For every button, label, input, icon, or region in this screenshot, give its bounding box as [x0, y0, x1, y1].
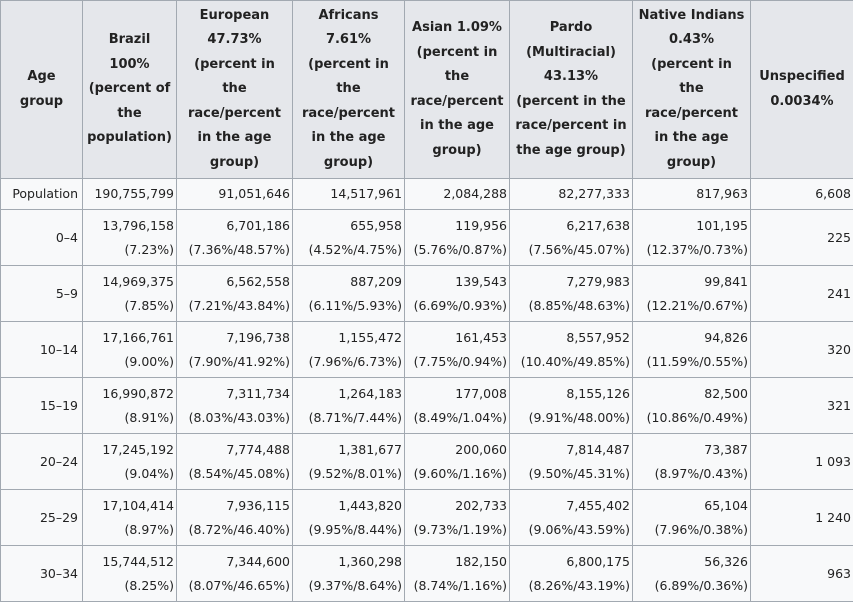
cell-asian — [405, 210, 510, 266]
cell-native-value: (7.96%/0.38%) — [654, 521, 748, 537]
cell-european-value: (8.54%/45.08%) — [188, 465, 290, 481]
header-line: population) — [87, 130, 172, 146]
cell-asian-value: 161,453 — [455, 329, 507, 345]
cell-european-value: (8.03%/43.03%) — [188, 409, 290, 425]
header-line: in the age — [654, 130, 729, 146]
header-line: Asian 1.09% — [412, 20, 502, 35]
cell-asian-value: (8.74%/1.16%) — [413, 577, 507, 593]
cell-africans-value: (9.52%/8.01%) — [308, 465, 402, 481]
cell-native — [633, 546, 751, 602]
cell-asian — [405, 266, 510, 322]
cell-native — [633, 210, 751, 266]
cell-brazil-value: 13,796,158 — [102, 217, 174, 233]
cell-unspecified — [751, 210, 853, 266]
cell-pardo-value: (8.26%/43.19%) — [528, 577, 630, 593]
header-line: race/percent — [302, 105, 395, 121]
header-line: 43.13% — [543, 69, 599, 84]
header-line: (percent in the — [194, 56, 275, 97]
cell-european-value: 6,562,558 — [226, 273, 290, 289]
cell-pardo-value: (9.91%/48.00%) — [528, 409, 630, 425]
cell-age-group-value: 30–34 — [39, 565, 78, 581]
cell-asian — [405, 490, 510, 546]
header-line: the — [444, 69, 470, 84]
cell-pardo-value: 7,455,402 — [566, 497, 630, 513]
cell-asian-value: (9.60%/1.16%) — [413, 465, 507, 481]
cell-africans-value: 1,381,677 — [338, 441, 402, 457]
cell-africans-value: 655,958 — [350, 217, 402, 233]
header-line: group) — [666, 154, 717, 170]
header-line: (percent of — [88, 81, 171, 97]
cell-european-value: (7.21%/43.84%) — [188, 297, 290, 313]
header-brazil — [83, 1, 177, 179]
cell-pardo — [510, 490, 633, 546]
header-line: group) — [432, 142, 482, 158]
cell-native-value: 94,826 — [704, 329, 748, 345]
cell-age-group-value: 20–24 — [39, 453, 78, 469]
cell-asian-value: 202,733 — [455, 497, 507, 513]
header-line: (percent in — [308, 56, 389, 72]
header-line: in the age — [197, 130, 272, 146]
cell-brazil — [83, 210, 177, 266]
header-line: Age — [27, 69, 56, 84]
cell-brazil-value: (7.85%) — [124, 297, 174, 313]
header-line: Africans — [318, 7, 379, 23]
cell-native — [633, 179, 751, 210]
cell-native-value: 73,387 — [704, 441, 748, 457]
cell-native-value: (8.97%/0.43%) — [654, 465, 748, 481]
header-native-indians — [633, 1, 751, 179]
cell-european — [177, 378, 293, 434]
cell-africans-value: 1,264,183 — [338, 385, 402, 401]
header-line: race/percent in — [515, 118, 627, 133]
cell-unspecified-value: 6,608 — [815, 186, 851, 201]
cell-asian-value: (9.73%/1.19%) — [413, 521, 507, 537]
cell-brazil-value: (9.04%) — [124, 465, 174, 481]
cell-age-group — [1, 210, 83, 266]
header-line: 47.73% — [207, 32, 262, 48]
cell-brazil — [83, 378, 177, 434]
cell-pardo-value: (10.40%/49.85%) — [520, 353, 630, 369]
header-european — [177, 1, 293, 179]
cell-unspecified-value: 321 — [827, 397, 851, 413]
row-label — [1, 179, 83, 210]
cell-brazil-value: 17,245,192 — [102, 441, 174, 457]
cell-africans — [293, 490, 405, 546]
table-row — [1, 266, 853, 322]
cell-brazil-value: (8.91%) — [124, 409, 174, 425]
table-row — [1, 434, 853, 490]
table-body — [1, 179, 853, 602]
cell-native-value: 817,963 — [696, 186, 748, 201]
header-line: 0.43% — [668, 32, 715, 48]
cell-european-value: 7,936,115 — [226, 497, 290, 513]
header-africans — [293, 1, 405, 179]
cell-european — [177, 322, 293, 378]
cell-asian-value: 177,008 — [455, 385, 507, 401]
row-label-value: Population — [12, 186, 78, 201]
header-line: (percent in the — [651, 56, 732, 97]
cell-native-value: 101,195 — [696, 217, 748, 233]
header-line: race/percent — [410, 93, 504, 109]
cell-unspecified-value: 241 — [827, 285, 851, 301]
cell-africans — [293, 434, 405, 490]
cell-european-value: (8.72%/46.40%) — [188, 521, 290, 537]
cell-africans — [293, 322, 405, 378]
cell-pardo-value: 82,277,333 — [558, 186, 630, 201]
header-line: the age group) — [516, 142, 626, 158]
table-row — [1, 490, 853, 546]
header-line: the — [117, 105, 142, 121]
table-row — [1, 210, 853, 266]
cell-brazil-value: 17,104,414 — [102, 497, 174, 513]
cell-pardo-value: (7.56%/45.07%) — [528, 241, 630, 257]
cell-asian-value: 119,956 — [455, 217, 507, 233]
header-line: (Multiracial) — [526, 44, 616, 60]
cell-africans — [293, 266, 405, 322]
cell-asian-value: (6.69%/0.93%) — [413, 297, 507, 313]
header-line: Native Indians — [638, 7, 745, 23]
cell-africans-value: (4.52%/4.75%) — [308, 241, 402, 257]
cell-native — [633, 434, 751, 490]
cell-africans-value: (8.71%/7.44%) — [308, 409, 402, 425]
header-line: group) — [209, 154, 260, 170]
header-asian — [405, 1, 510, 179]
cell-brazil-value: (7.23%) — [124, 241, 174, 257]
cell-africans — [293, 546, 405, 602]
cell-european-value: (7.36%/48.57%) — [188, 241, 290, 257]
cell-native-value: (10.86%/0.49%) — [646, 409, 748, 425]
cell-africans — [293, 210, 405, 266]
cell-asian — [405, 179, 510, 210]
cell-asian-value: 139,543 — [455, 273, 507, 289]
cell-africans-value: 1,443,820 — [338, 497, 402, 513]
cell-asian — [405, 322, 510, 378]
cell-pardo-value: 6,800,175 — [566, 553, 630, 569]
header-line: in the age — [420, 118, 494, 133]
cell-european-value: 7,196,738 — [226, 329, 290, 345]
cell-age-group — [1, 378, 83, 434]
cell-pardo — [510, 266, 633, 322]
cell-africans — [293, 378, 405, 434]
cell-native-value: 56,326 — [704, 553, 748, 569]
cell-european-value: 6,701,186 — [226, 217, 290, 233]
cell-native-value: (6.89%/0.36%) — [654, 577, 748, 593]
cell-native — [633, 378, 751, 434]
cell-european — [177, 546, 293, 602]
cell-native-value: (12.37%/0.73%) — [646, 241, 748, 257]
cell-asian-value: 2,084,288 — [443, 186, 507, 201]
cell-age-group — [1, 266, 83, 322]
header-line: race/percent — [645, 105, 738, 121]
cell-unspecified-value: 320 — [827, 341, 851, 357]
cell-africans-value: 1,155,472 — [338, 329, 402, 345]
cell-asian-value: 182,150 — [455, 553, 507, 569]
cell-native — [633, 266, 751, 322]
cell-pardo-value: 7,279,983 — [566, 273, 630, 289]
table-row — [1, 378, 853, 434]
cell-asian — [405, 378, 510, 434]
cell-unspecified — [751, 546, 853, 602]
cell-africans-value: (9.37%/8.64%) — [308, 577, 402, 593]
cell-unspecified-value: 1 093 — [815, 453, 851, 469]
cell-pardo — [510, 378, 633, 434]
cell-brazil-value: (9.00%) — [124, 353, 174, 369]
cell-pardo-value: (9.06%/43.59%) — [528, 521, 630, 537]
header-pardo — [510, 1, 633, 179]
header-line: Pardo — [549, 20, 593, 35]
header-line: race/percent — [188, 105, 281, 121]
cell-unspecified-value: 963 — [827, 565, 851, 581]
cell-european-value: 7,311,734 — [226, 385, 290, 401]
cell-africans-value: 14,517,961 — [330, 186, 402, 201]
cell-africans-value: (6.11%/5.93%) — [308, 297, 402, 313]
cell-africans-value: (7.96%/6.73%) — [308, 353, 402, 369]
cell-brazil — [83, 322, 177, 378]
cell-pardo-value: 8,155,126 — [566, 385, 630, 401]
cell-brazil-value: 14,969,375 — [102, 273, 174, 289]
cell-unspecified — [751, 266, 853, 322]
cell-unspecified — [751, 490, 853, 546]
cell-european — [177, 434, 293, 490]
cell-brazil — [83, 546, 177, 602]
cell-asian-value: 200,060 — [455, 441, 507, 457]
header-line: (percent in the — [516, 93, 626, 109]
header-line: 100% — [109, 56, 150, 72]
cell-pardo-value: 6,217,638 — [566, 217, 630, 233]
cell-age-group-value: 5–9 — [55, 285, 78, 301]
cell-european — [177, 266, 293, 322]
cell-asian-value: (7.75%/0.94%) — [413, 353, 507, 369]
header-row — [1, 1, 853, 179]
cell-brazil — [83, 179, 177, 210]
header-unspecified — [751, 1, 853, 179]
cell-unspecified-value: 1 240 — [815, 509, 851, 525]
cell-africans — [293, 179, 405, 210]
cell-brazil-value: (8.97%) — [124, 521, 174, 537]
header-line: 0.0034% — [770, 93, 834, 109]
cell-age-group — [1, 490, 83, 546]
cell-european-value: 7,774,488 — [226, 441, 290, 457]
cell-unspecified-value: 225 — [827, 229, 851, 245]
cell-pardo — [510, 434, 633, 490]
cell-unspecified — [751, 434, 853, 490]
cell-native-value: 82,500 — [704, 385, 748, 401]
cell-brazil-value: 17,166,761 — [102, 329, 174, 345]
header-line: (percent in — [416, 44, 498, 60]
cell-pardo-value: (9.50%/45.31%) — [528, 465, 630, 481]
cell-brazil-value: (8.25%) — [124, 577, 174, 593]
table-row — [1, 322, 853, 378]
cell-native — [633, 322, 751, 378]
cell-pardo — [510, 546, 633, 602]
cell-european-value: 91,051,646 — [218, 186, 290, 201]
cell-pardo-value: (8.85%/48.63%) — [528, 297, 630, 313]
cell-age-group-value: 15–19 — [39, 397, 78, 413]
cell-age-group — [1, 546, 83, 602]
cell-european — [177, 210, 293, 266]
cell-native-value: 99,841 — [704, 273, 748, 289]
header-line: Unspecified — [759, 69, 845, 84]
cell-european-value: (8.07%/46.65%) — [188, 577, 290, 593]
cell-brazil — [83, 490, 177, 546]
header-age-group — [1, 1, 83, 179]
cell-pardo-value: 8,557,952 — [566, 329, 630, 345]
cell-european — [177, 179, 293, 210]
cell-age-group-value: 25–29 — [39, 509, 78, 525]
cell-pardo — [510, 179, 633, 210]
cell-asian-value: (5.76%/0.87%) — [413, 241, 507, 257]
cell-native-value: (11.59%/0.55%) — [646, 353, 748, 369]
cell-brazil-value: 190,755,799 — [94, 186, 174, 201]
cell-european-value: (7.90%/41.92%) — [188, 353, 290, 369]
header-line: European — [199, 7, 270, 23]
table-row — [1, 546, 853, 602]
cell-native-value: (12.21%/0.67%) — [646, 297, 748, 313]
cell-africans-value: (9.95%/8.44%) — [308, 521, 402, 537]
cell-asian — [405, 546, 510, 602]
cell-native-value: 65,104 — [704, 497, 748, 513]
cell-africans-value: 1,360,298 — [338, 553, 402, 569]
cell-age-group-value: 10–14 — [39, 341, 78, 357]
cell-age-group — [1, 322, 83, 378]
header-line: group) — [323, 154, 374, 170]
header-line: the — [336, 81, 361, 97]
cell-unspecified — [751, 322, 853, 378]
header-line: group — [19, 93, 64, 109]
cell-asian — [405, 434, 510, 490]
cell-unspecified — [751, 378, 853, 434]
cell-european-value: 7,344,600 — [226, 553, 290, 569]
header-line: Brazil — [108, 32, 151, 48]
cell-unspecified — [751, 179, 853, 210]
cell-pardo — [510, 210, 633, 266]
cell-brazil — [83, 434, 177, 490]
cell-brazil-value: 16,990,872 — [102, 385, 174, 401]
cell-pardo-value: 7,814,487 — [566, 441, 630, 457]
table-row-population — [1, 179, 853, 210]
header-line: 7.61% — [325, 32, 372, 48]
cell-africans-value: 887,209 — [350, 273, 402, 289]
cell-brazil-value: 15,744,512 — [102, 553, 174, 569]
cell-native — [633, 490, 751, 546]
cell-brazil — [83, 266, 177, 322]
cell-asian-value: (8.49%/1.04%) — [413, 409, 507, 425]
cell-pardo — [510, 322, 633, 378]
cell-age-group — [1, 434, 83, 490]
cell-age-group-value: 0–4 — [55, 229, 78, 245]
cell-european — [177, 490, 293, 546]
header-line: in the age — [311, 130, 386, 146]
